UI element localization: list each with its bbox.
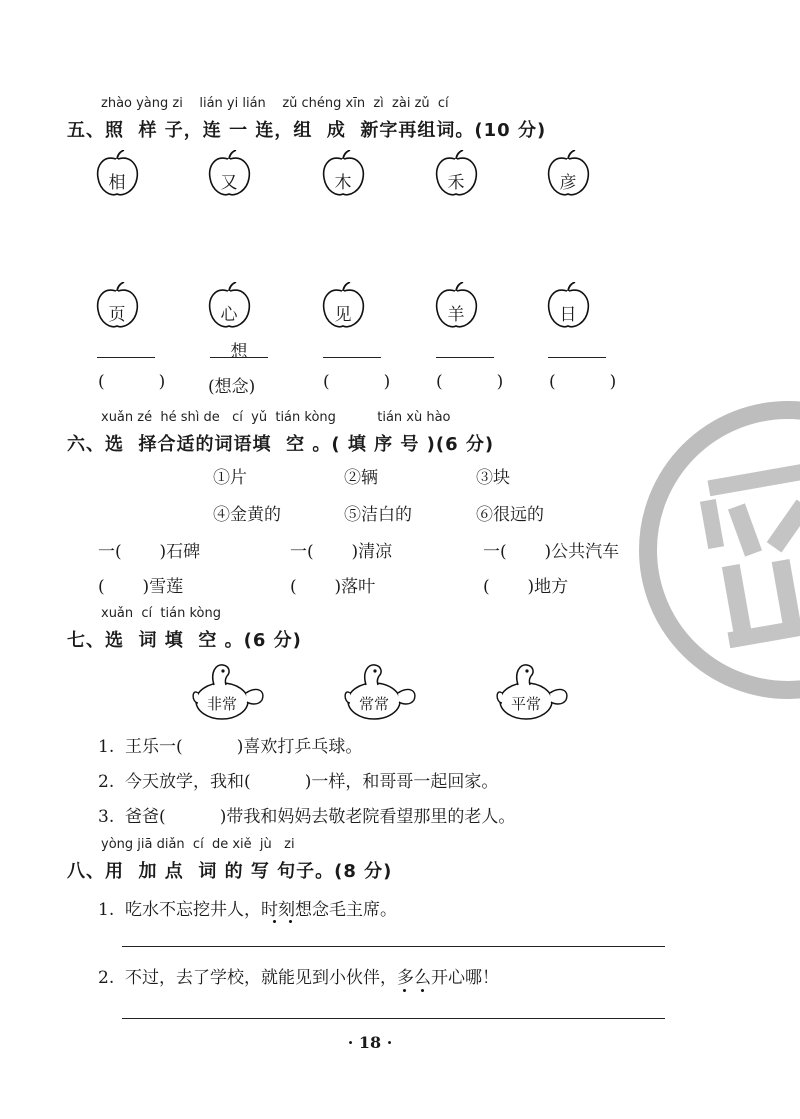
word-answer-blank[interactable]: ( ) — [549, 372, 617, 392]
bird-word: 非常 — [206, 695, 237, 713]
option-item: ③块 — [476, 468, 510, 488]
apple-card[interactable] — [434, 282, 486, 334]
apple-card[interactable] — [95, 282, 147, 334]
section6-title: 六、选 择合适的词语填 空 。( 填 序 号 )(6 分) — [67, 434, 495, 455]
word-answer-blank[interactable]: ( ) — [323, 372, 391, 392]
question-item[interactable]: 2. 今天放学，我和( )一样，和哥哥一起回家。 — [98, 772, 499, 792]
example-answer-word: (想念) — [208, 377, 256, 397]
fill-blank-item[interactable]: ( )落叶 — [290, 577, 376, 597]
section5-pinyin: zhào yàng zi lián yi lián zǔ chéng xīn zì zài zǔ cí — [101, 96, 449, 111]
section7-title: 七、选 词 填 空 。(6 分) — [67, 630, 302, 651]
apple-card[interactable] — [207, 150, 259, 202]
section6-pinyin: xuǎn zé hé shì de cí yǔ tián kòng tián xù hào — [101, 410, 451, 425]
word-answer-blank[interactable]: ( ) — [436, 372, 504, 392]
apple-char: 见 — [334, 305, 352, 325]
apple-char: 心 — [220, 305, 238, 325]
fill-blank-item[interactable]: 一( )清凉 — [290, 542, 393, 562]
section8-title: 八、用 加 点 词 的 写 句子。(8 分) — [67, 861, 393, 882]
option-item: ⑤洁白的 — [344, 505, 412, 525]
apple-card[interactable] — [95, 150, 147, 202]
apple-char: 彦 — [559, 173, 577, 193]
fill-blank-item[interactable]: 一( )公共汽车 — [483, 542, 620, 562]
apple-card[interactable] — [546, 150, 598, 202]
seal-icon — [628, 400, 800, 700]
sentence-prompt: 2. 不过，去了学校，就能见到小伙伴，多么开心哪！ — [98, 968, 500, 988]
section7-pinyin: xuǎn cí tián kòng — [101, 606, 221, 621]
word-answer-blank[interactable]: ( ) — [98, 372, 166, 392]
emphasis-dot — [421, 989, 424, 992]
fill-blank-item[interactable]: ( )地方 — [483, 577, 569, 597]
example-answer-char: 想 — [230, 342, 248, 362]
option-item: ④金黄的 — [213, 505, 281, 525]
sentence-prompt: 1. 吃水不忘挖井人，时刻想念毛主席。 — [98, 900, 398, 920]
apple-card[interactable] — [546, 282, 598, 334]
apple-char: 木 — [334, 173, 352, 193]
bird-word: 常常 — [358, 695, 389, 713]
option-item: ②辆 — [344, 468, 378, 488]
character-answer-line — [210, 357, 268, 358]
section8-pinyin: yòng jiā diǎn cí de xiě jù zi — [101, 837, 295, 852]
apple-char: 日 — [559, 305, 577, 325]
apple-card[interactable] — [207, 282, 259, 334]
apple-char: 又 — [220, 173, 238, 193]
sentence-answer-line[interactable] — [122, 946, 665, 947]
apple-card[interactable] — [434, 150, 486, 202]
emphasis-dot — [403, 989, 406, 992]
word-bird-card — [342, 660, 430, 726]
word-bird-card — [190, 660, 278, 726]
page-number: · 18 · — [347, 1033, 393, 1052]
apple-char: 页 — [108, 305, 126, 325]
character-answer-line[interactable] — [97, 357, 155, 358]
word-bird-card — [494, 660, 582, 726]
character-answer-line[interactable] — [323, 357, 381, 358]
character-answer-line[interactable] — [436, 357, 494, 358]
fill-blank-item[interactable]: ( )雪莲 — [98, 577, 184, 597]
section5-title: 五、照 样 子，连 一 连，组 成 新字再组词。(10 分) — [67, 120, 547, 141]
emphasis-dot — [289, 920, 292, 923]
apple-card[interactable] — [321, 282, 373, 334]
question-item[interactable]: 3. 爸爸( )带我和妈妈去敬老院看望那里的老人。 — [98, 807, 516, 827]
fill-blank-item[interactable]: 一( )石碑 — [98, 542, 201, 562]
option-item: ⑥很远的 — [476, 505, 544, 525]
sentence-answer-line[interactable] — [122, 1018, 665, 1019]
option-item: ①片 — [213, 468, 247, 488]
apple-card[interactable] — [321, 150, 373, 202]
question-item[interactable]: 1. 王乐一( )喜欢打乒乓球。 — [98, 737, 363, 757]
apple-char: 羊 — [447, 305, 465, 325]
character-answer-line[interactable] — [548, 357, 606, 358]
bird-word: 平常 — [510, 695, 541, 713]
apple-char: 相 — [108, 173, 126, 193]
apple-char: 禾 — [447, 173, 465, 193]
confidential-seal-watermark — [628, 400, 800, 700]
emphasis-dot — [273, 920, 276, 923]
